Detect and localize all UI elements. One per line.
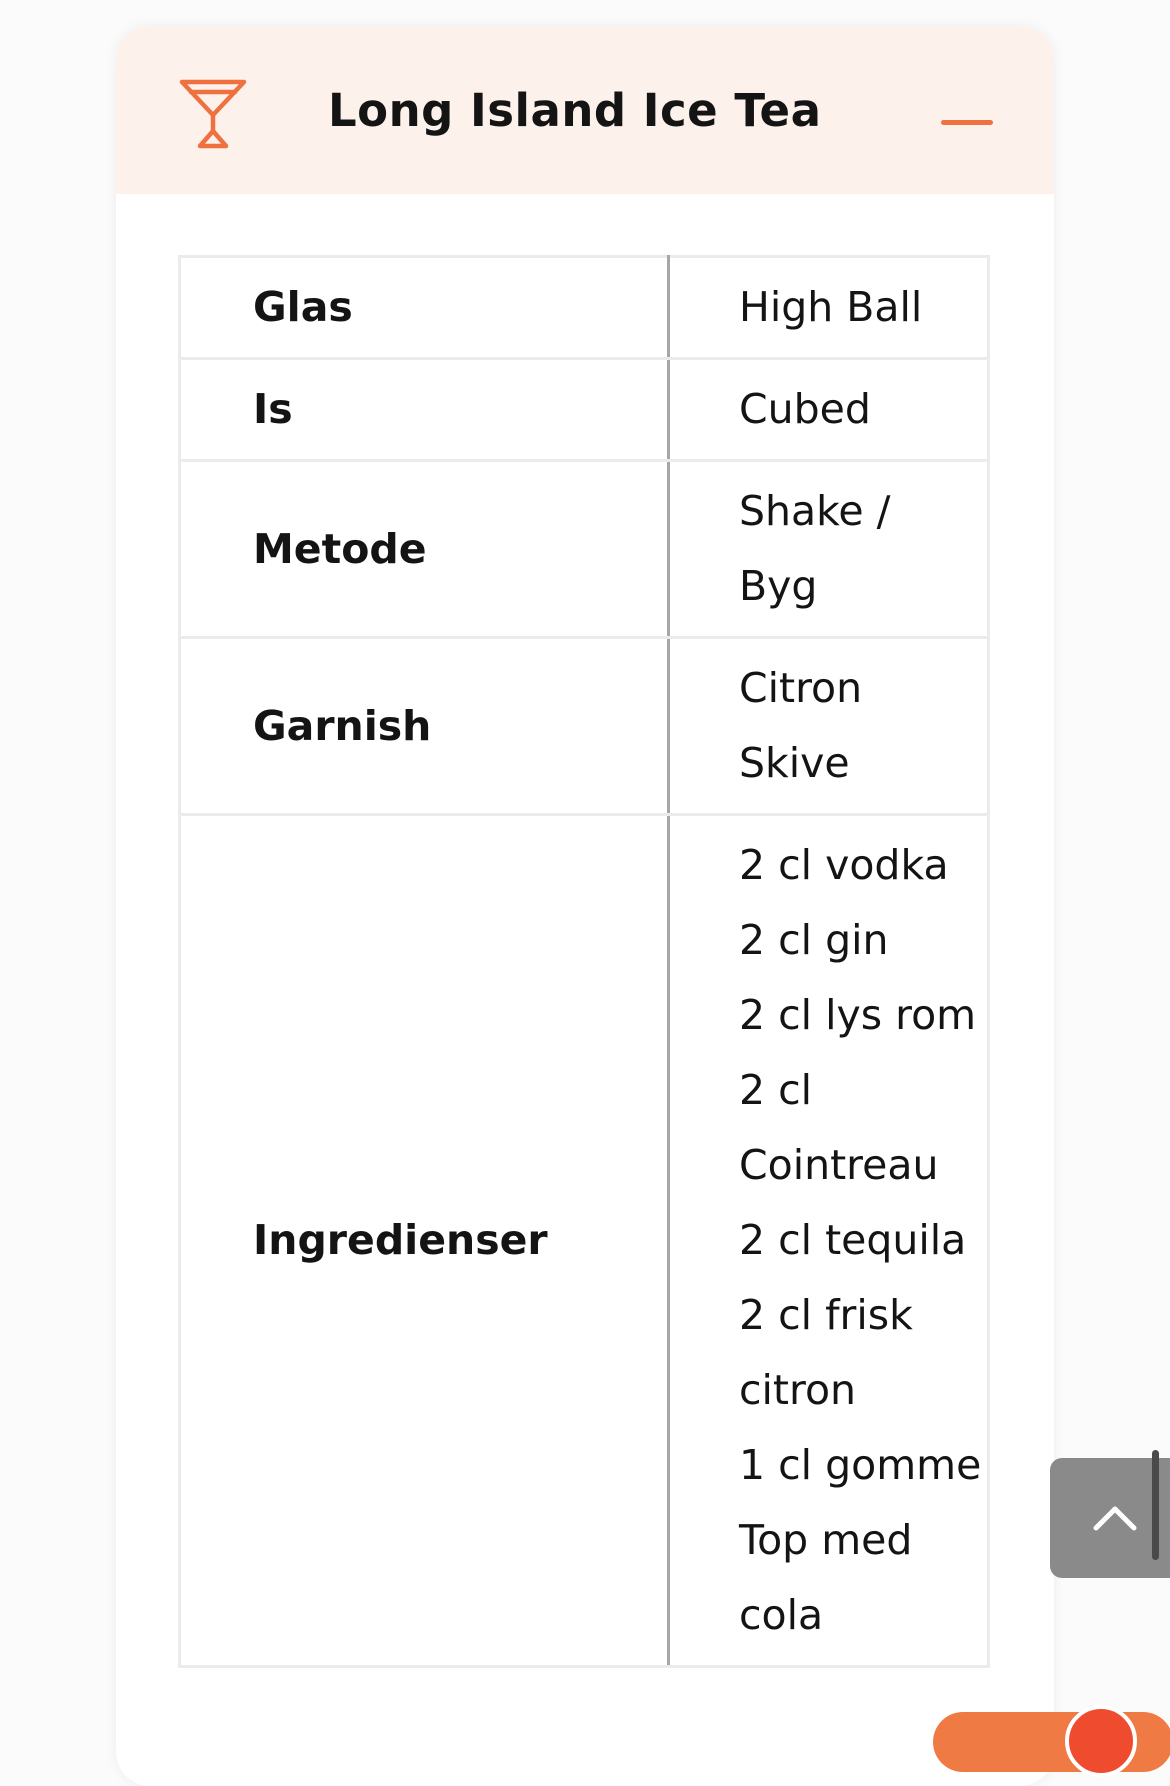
value-line: Cubed (739, 385, 871, 433)
minus-icon (941, 120, 993, 125)
ingredient-line: Top med (739, 1516, 913, 1564)
row-value (669, 257, 989, 359)
row-label: Ingredienser (180, 815, 669, 1667)
row-value (669, 359, 989, 461)
row-label: Garnish (180, 638, 669, 815)
table-row (180, 461, 989, 638)
scrollbar-thumb[interactable] (1152, 1450, 1159, 1560)
row-value (669, 815, 989, 1667)
table-row (180, 257, 989, 359)
recipe-card (116, 26, 1054, 1786)
table-row (180, 638, 989, 815)
ingredient-line: 2 cl tequila (739, 1216, 967, 1264)
chevron-up-icon (1092, 1502, 1138, 1532)
ingredient-line: cola (739, 1591, 824, 1639)
table-row (180, 359, 989, 461)
ingredient-line: 1 cl gomme (739, 1441, 982, 1489)
ingredient-line: citron (739, 1366, 857, 1414)
row-label: Metode (180, 461, 669, 638)
ingredient-line: 2 cl (739, 1066, 813, 1114)
cocktail-glass-icon (178, 79, 248, 149)
recipe-spec-table (178, 255, 990, 1668)
ingredient-line: 2 cl lys rom (739, 991, 977, 1039)
recipe-title: Long Island Ice Tea (328, 84, 822, 137)
notification-badge[interactable] (1065, 1705, 1137, 1777)
ingredient-line: 2 cl vodka (739, 841, 949, 889)
row-value (669, 461, 989, 638)
row-label: Glas (180, 257, 669, 359)
value-line: High Ball (739, 283, 923, 331)
value-line: Citron (739, 664, 863, 712)
value-line: Skive (739, 739, 850, 787)
row-label: Is (180, 359, 669, 461)
ingredient-line: 2 cl gin (739, 916, 889, 964)
recipe-card-header[interactable] (116, 26, 1054, 194)
row-value (669, 638, 989, 815)
ingredient-line: 2 cl frisk (739, 1291, 913, 1339)
value-line: Byg (739, 562, 818, 610)
collapse-button[interactable] (941, 112, 995, 134)
table-row (180, 815, 989, 1667)
value-line: Shake / (739, 487, 891, 535)
ingredient-line: Cointreau (739, 1141, 939, 1189)
